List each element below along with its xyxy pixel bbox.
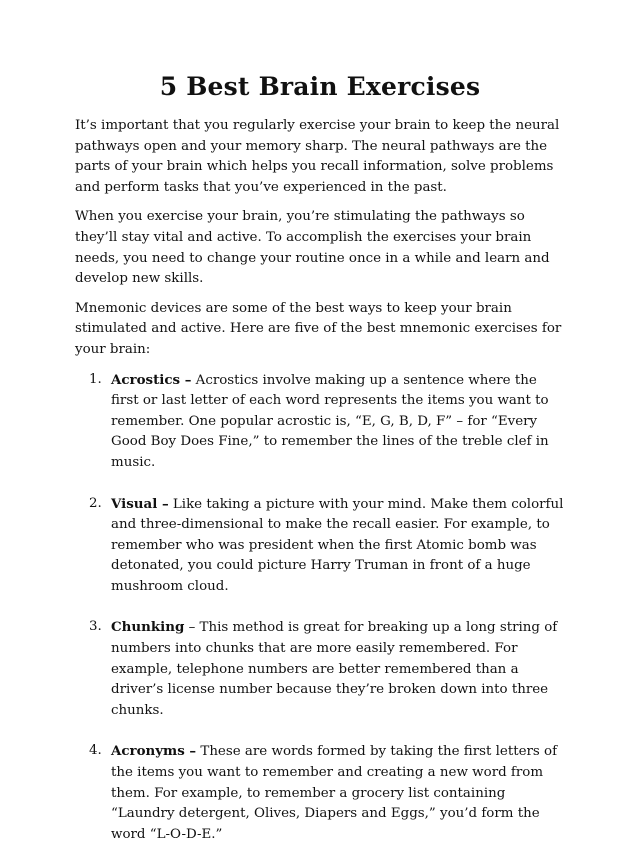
list-item-number: 1. [89, 371, 102, 387]
list-item-term: Acrostics – [111, 371, 192, 388]
list-item-term: Acronyms – [111, 743, 197, 760]
list-item-number: 4. [89, 743, 102, 759]
list-item-term: Chunking [111, 619, 185, 636]
list-item-term: Visual – [111, 495, 169, 512]
list-item-number: 2. [89, 495, 102, 511]
list-item-text: These are words formed by taking the first letters of the items you want to remember and creating a new word from them. For example, to remember a grocery list containing “Laundry detergent, Olives, Diapers and Eggs,” you’d form the word “L-O-D-E.” [111, 744, 558, 842]
list-item-text: – This method is great for breaking up a long string of numbers into chunks that are more easily remembered. For example, telephone numbers are better remembered than a driver’s license number because they’re broken down into three chunks. [111, 620, 558, 718]
list-item-text: Like taking a picture with your mind. Make them colorful and three-dimensional to make the recall easier. For example, to remember who was president when the first Atomic bomb was detonated, you could picture Harry Truman in front of a huge mushroom cloud. [111, 496, 564, 594]
list-item [89, 617, 565, 721]
list-item-text: Acrostics involve making up a sentence where the first or last letter of each word represents the items you want to remember. One popular acrostic is, “E, G, B, D, F” – for “Every Good Boy Does Fine,” to remember the lines of the treble clef in music. [111, 372, 549, 470]
document-page [75, 72, 565, 865]
exercise-list [75, 370, 565, 846]
page-title: 5 Best Brain Exercises [159, 72, 481, 101]
list-item [89, 370, 565, 474]
list-item [89, 741, 565, 845]
stimulation-paragraph: When you exercise your brain, you’re stimulating the pathways so they’ll stay vital and active. To accomplish the exercises your brain needs, you need to change your routine once in a while and learn and develop new skills. [75, 209, 550, 287]
list-item-number: 3. [89, 619, 102, 635]
list-item [89, 494, 565, 598]
intro-paragraph: It’s important that you regularly exercise your brain to keep the neural pathways open and your memory sharp. The neural pathways are the parts of your brain which helps you recall information, solve problems and perform tasks that you’ve experienced in the past. [75, 118, 560, 195]
mnemonic-paragraph: Mnemonic devices are some of the best ways to keep your brain stimulated and active. Here are five of the best mnemonic exercises for your brain: [75, 300, 562, 357]
